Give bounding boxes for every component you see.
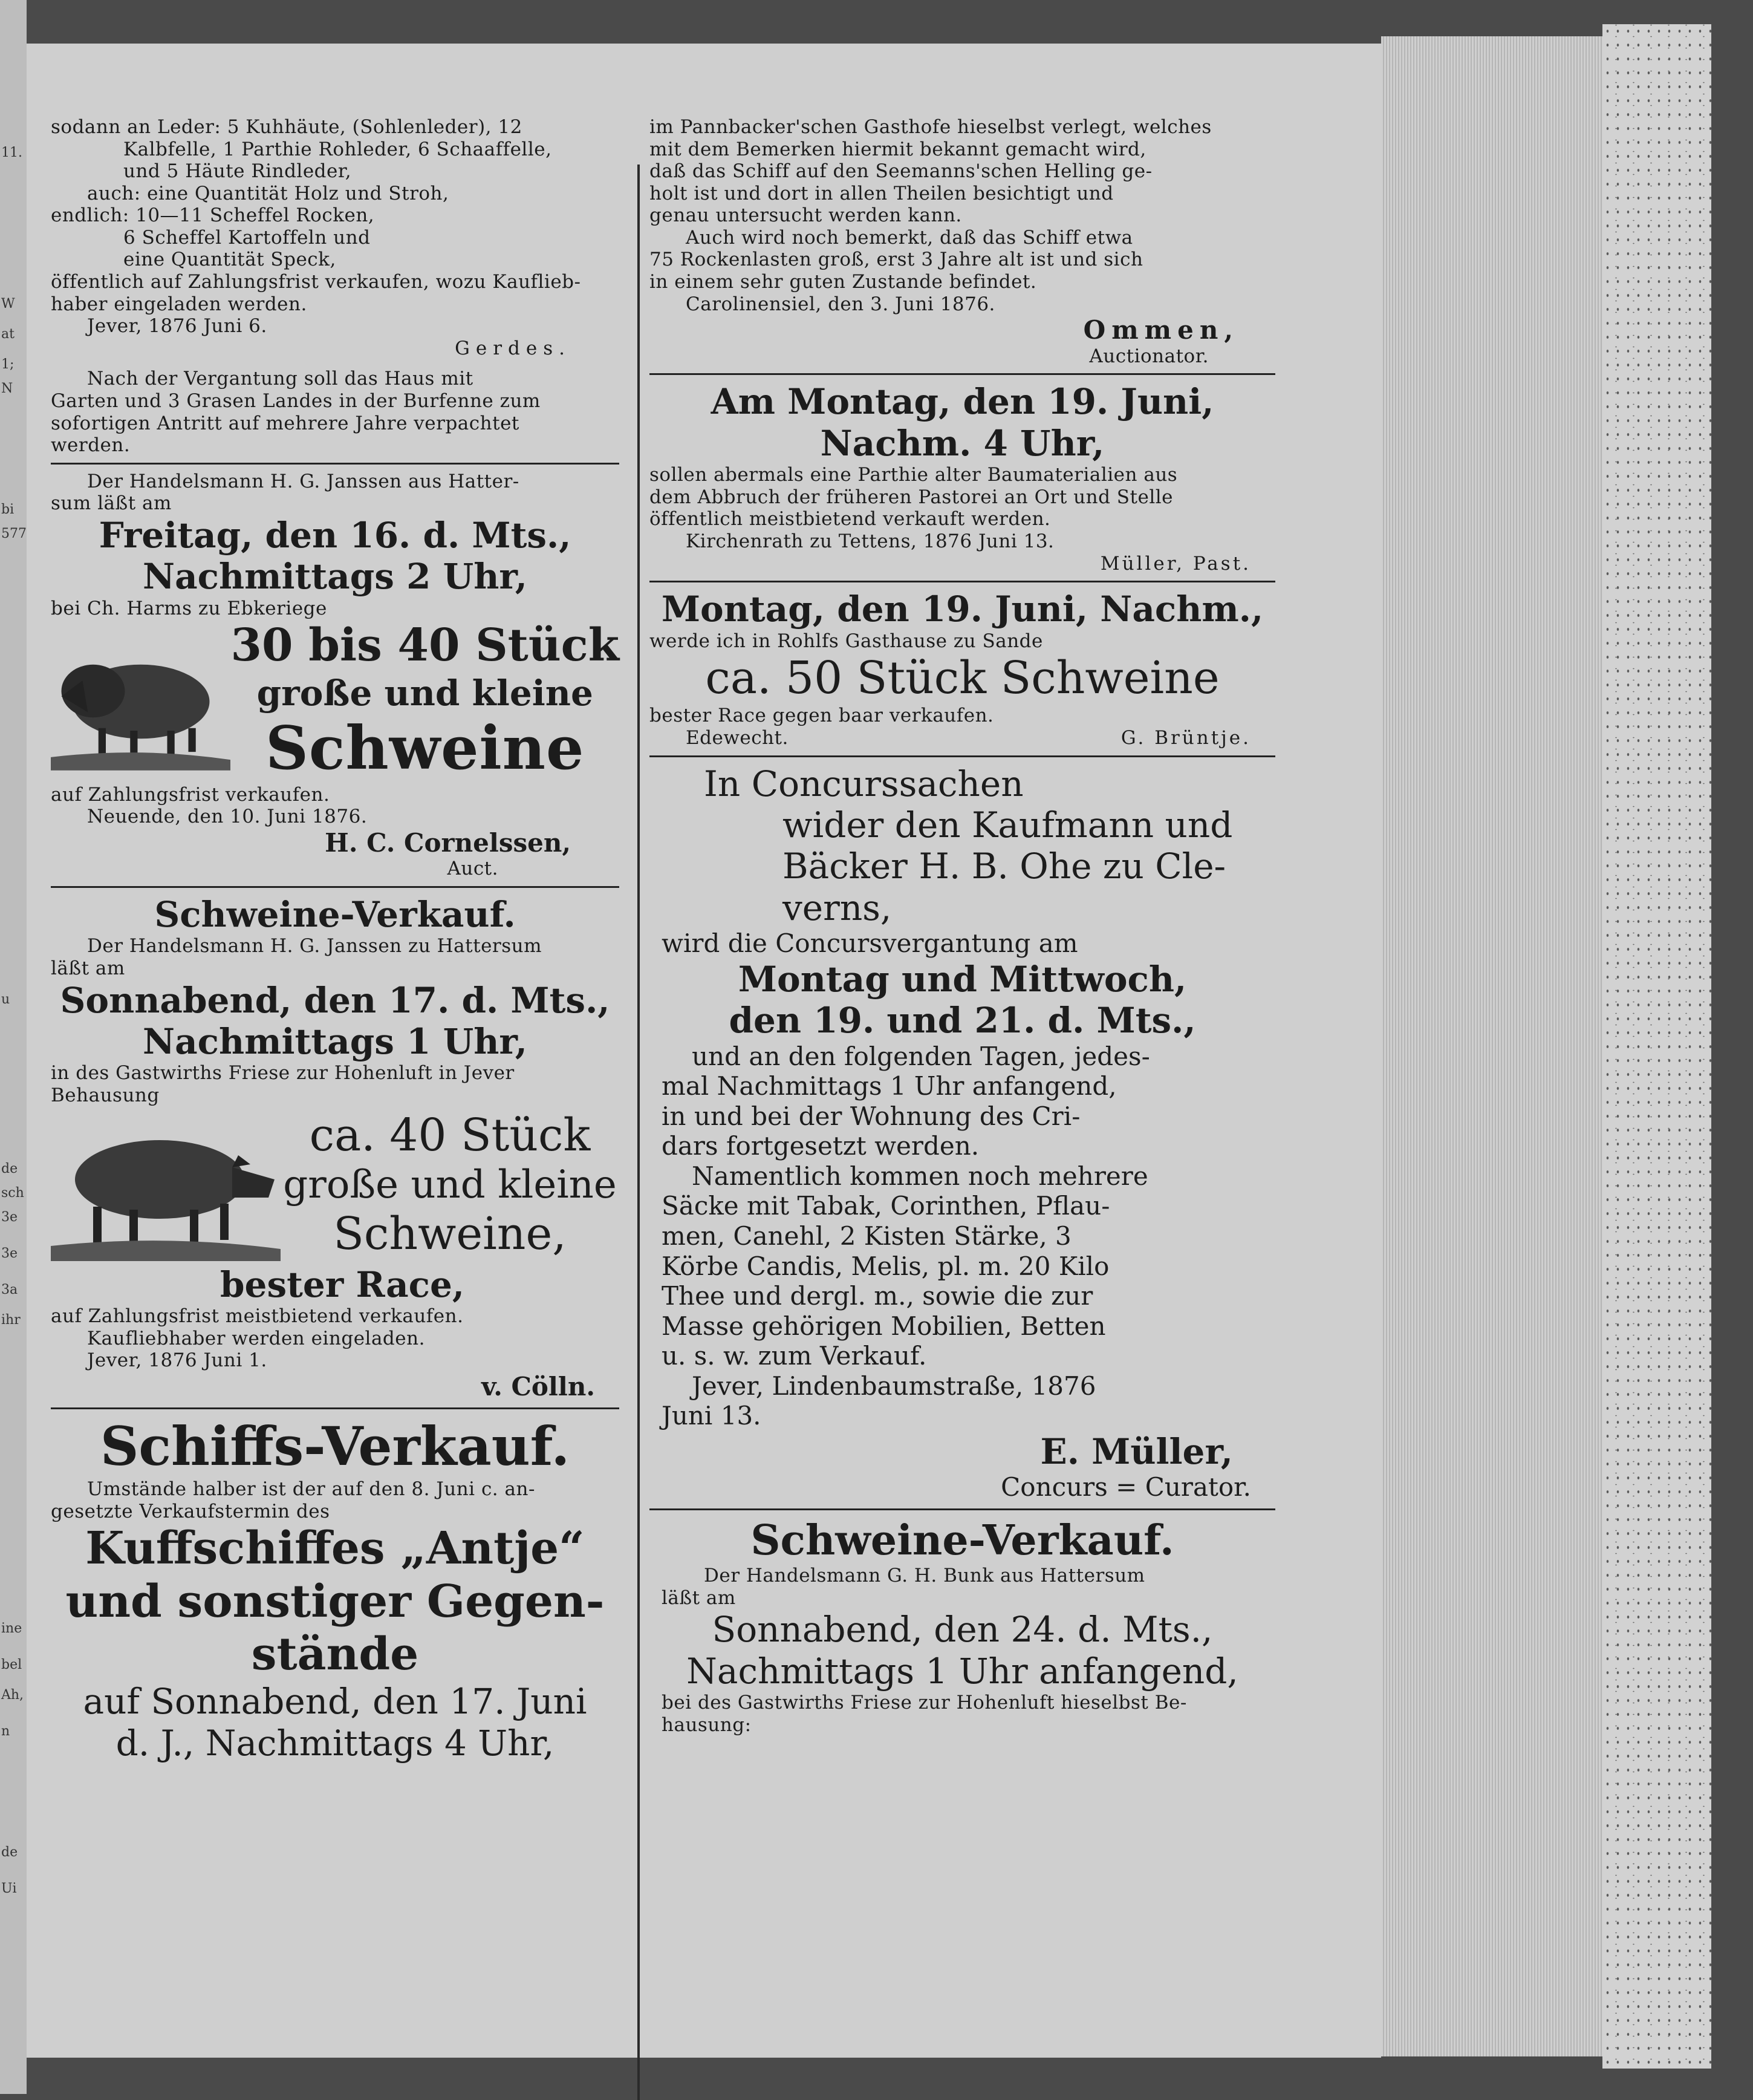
text-line: 6 Scheffel Kartoffeln und (123, 226, 371, 249)
margin-label: sch (1, 1185, 24, 1201)
headline: ca. 40 Stück (309, 1109, 591, 1162)
text-line: sofortigen Antritt auf mehrere Jahre verpachtet (51, 412, 519, 434)
divider (649, 1508, 1275, 1510)
place-line: bei des Gastwirths Friese zur Hohenluft hieselbst Be- (662, 1692, 1187, 1714)
text-line: öffentlich auf Zahlungsfrist verkaufen, wozu Kauflieb- (51, 271, 581, 293)
text-line: daß das Schiff auf den Seemanns'schen Helling ge- (649, 160, 1153, 183)
text-line: Auch wird noch bemerkt, daß das Schiff etwa (686, 226, 1133, 249)
text-line: Der Handelsmann H. G. Janssen zu Hattersum (87, 935, 542, 957)
pig-ad-text (230, 619, 619, 783)
auction-time: Nachmittags 2 Uhr, (143, 556, 527, 598)
pig-illustration-icon (51, 623, 230, 780)
margin-label: 3e (1, 1246, 18, 1261)
text-line: haber eingeladen werden. (51, 293, 307, 315)
text-line: genau untersucht werden kann. (649, 204, 962, 227)
text-line: und 5 Häute Rindleder, (123, 160, 352, 183)
text-line: men, Canehl, 2 Kisten Stärke, 3 (662, 1221, 1072, 1251)
headline: Schweine (265, 714, 585, 784)
signature: Müller, Past. (1100, 552, 1251, 575)
text-line: auf Zahlungsfrist meistbietend verkaufen. (51, 1305, 464, 1327)
headline: stände (251, 1628, 419, 1680)
ad-pig-sale-3 (649, 589, 1275, 749)
text-line: Der Handelsmann H. G. Janssen aus Hatter- (87, 470, 519, 492)
text-line: im Pannbacker'schen Gasthofe hieselbst verlegt, welches (649, 116, 1212, 138)
headline: wider den Kaufmann und (782, 804, 1233, 846)
signature-title: Auct. (447, 858, 498, 880)
column-separator (637, 165, 640, 2100)
dateline: Carolinensiel, den 3. Juni 1876. (686, 293, 995, 315)
pig-ad-text (281, 1109, 619, 1260)
ad-heading: Schweine-Verkauf. (154, 893, 516, 935)
pig-ad-block (51, 619, 619, 783)
text-line: in einem sehr guten Zustande befindet. (649, 271, 1037, 293)
headline: Schweine, (333, 1208, 567, 1260)
dateline: Juni 13. (662, 1401, 761, 1431)
pig-ad-block (51, 1107, 619, 1264)
text-line: auch: eine Quantität Holz und Stroh, (87, 182, 449, 204)
text-line: sollen abermals eine Parthie alter Baumaterialien aus (649, 464, 1178, 486)
text-line: 75 Rockenlasten groß, erst 3 Jahre alt ist und sich (649, 249, 1143, 271)
ad-building-materials (649, 381, 1275, 575)
auction-time: d. J., Nachmittags 4 Uhr, (115, 1722, 555, 1764)
headline: bester Race, (220, 1264, 465, 1305)
text-line: wird die Concursvergantung am (662, 928, 1078, 959)
signature: Ommen, (1083, 315, 1239, 345)
margin-label: de (1, 1161, 18, 1176)
margin-label: bel (1, 1657, 22, 1672)
dateline: Neuende, den 10. Juni 1876. (87, 806, 368, 828)
margin-label: 3a (1, 1282, 18, 1297)
margin-label: Ah, (1, 1688, 24, 1703)
auction-date: Sonnabend, den 17. d. Mts., (60, 979, 610, 1021)
headline: Bäcker H. B. Ohe zu Cle- (782, 846, 1226, 887)
ad-bankruptcy (649, 763, 1275, 1502)
text-line: Masse gehörigen Mobilien, Betten (662, 1311, 1106, 1341)
signature-title: Concurs = Curator. (1001, 1472, 1251, 1502)
dateline: Kirchenrath zu Tettens, 1876 Juni 13. (686, 530, 1055, 552)
book-cover-edge (1602, 24, 1711, 2069)
text-line: läßt am (662, 1586, 736, 1609)
margin-label: bi (1, 502, 15, 517)
margin-label: ihr (1, 1312, 21, 1328)
headline: große und kleine (256, 672, 593, 714)
right-column (649, 116, 1275, 1736)
divider (649, 373, 1275, 375)
headline: verns, (782, 887, 892, 928)
place-line: in des Gastwirths Friese zur Hohenluft in Jever (51, 1062, 515, 1084)
margin-label: 1; (1, 357, 15, 372)
text-line: dars fortgesetzt werden. (662, 1131, 980, 1161)
text-line: Garten und 3 Grasen Landes in der Burfenne zum (51, 390, 541, 412)
dateline: Jever, Lindenbaumstraße, 1876 (692, 1371, 1096, 1401)
dateline: Jever, 1876 Juni 6. (87, 315, 267, 338)
ad-ship-sale (51, 1415, 619, 1764)
divider (51, 1407, 619, 1409)
margin-label: N (1, 381, 13, 396)
ad-pig-sale-2 (51, 894, 619, 1401)
margin-label: n (1, 1724, 10, 1739)
place-line: Behausung (51, 1084, 160, 1106)
divider (649, 581, 1275, 582)
text-line: mit dem Bemerken hiermit bekannt gemacht wird, (649, 138, 1146, 160)
auction-time: Nachm. 4 Uhr, (820, 422, 1105, 464)
ad-heading: Schiffs-Verkauf. (100, 1415, 570, 1478)
signature-title: Auctionator. (1089, 345, 1209, 367)
margin-label: W (1, 296, 15, 311)
auction-date: Montag, den 19. Juni, Nachm., (661, 589, 1264, 630)
text-line: läßt am (51, 957, 125, 979)
margin-label: ine (1, 1621, 22, 1636)
text-line: dem Abbruch der früheren Pastorei an Ort und Stelle (649, 486, 1173, 508)
newspaper-page (27, 44, 1381, 2058)
text-line: und an den folgenden Tagen, jedes- (692, 1041, 1150, 1071)
text-line: bester Race gegen baar verkaufen. (649, 705, 994, 727)
text-line: eine Quantität Speck, (123, 249, 336, 271)
text-line: werde ich in Rohlfs Gasthause zu Sande (649, 630, 1043, 652)
margin-label: Ui (1, 1881, 17, 1896)
text-line: gesetzte Verkaufstermin des (51, 1500, 330, 1522)
divider (51, 463, 619, 465)
place-line: hausung: (662, 1714, 752, 1736)
text-line: Säcke mit Tabak, Corinthen, Pflau- (662, 1191, 1110, 1221)
text-line: u. s. w. zum Verkauf. (662, 1341, 927, 1371)
auction-date: den 19. und 21. d. Mts., (729, 1000, 1196, 1042)
auction-date: Freitag, den 16. d. Mts., (99, 514, 571, 556)
margin-label: u (1, 992, 10, 1007)
text-line: Kaufliebhaber werden eingeladen. (87, 1327, 425, 1349)
ad-pig-sale-4 (649, 1516, 1275, 1736)
text-line: Nach der Vergantung soll das Haus mit (87, 368, 473, 390)
auction-date: Am Montag, den 19. Juni, (711, 381, 1214, 423)
text-line: öffentlich meistbietend verkauft werden. (649, 508, 1051, 530)
auction-date: Montag und Mittwoch, (738, 958, 1187, 1000)
headline: Kuffschiffes „Antje“ (85, 1522, 585, 1575)
signature: H. C. Cornelssen, (325, 827, 571, 858)
auction-time: Nachmittags 1 Uhr, (143, 1020, 527, 1062)
text-line: auf Zahlungsfrist verkaufen. (51, 783, 330, 806)
text-line: Thee und dergl. m., sowie die zur (662, 1281, 1093, 1311)
text-line: holt ist und dort in allen Theilen besichtigt und (649, 182, 1114, 204)
margin-label: 11. (1, 145, 22, 160)
headline: ca. 50 Stück Schweine (705, 652, 1220, 705)
dateline: Jever, 1876 Juni 1. (87, 1349, 267, 1372)
headline: In Concurssachen (704, 763, 1024, 804)
margin-label: at (1, 327, 15, 342)
signature: Gerdes. (455, 337, 571, 359)
text-line: mal Nachmittags 1 Uhr anfangend, (662, 1071, 1117, 1101)
margin-label: de (1, 1845, 18, 1860)
text-line: in und bei der Wohnung des Cri- (662, 1101, 1081, 1131)
margin-label: 3e (1, 1210, 18, 1225)
pig-illustration-icon (51, 1107, 281, 1264)
divider (649, 755, 1275, 757)
ad-ship-continuation (649, 116, 1275, 367)
auction-date: auf Sonnabend, den 17. Juni (83, 1681, 587, 1723)
text-line: Körbe Candis, Melis, pl. m. 20 Kilo (662, 1251, 1110, 1281)
margin-label: 577 (1, 526, 27, 541)
text-line: Namentlich kommen noch mehrere (692, 1161, 1148, 1191)
place-line: bei Ch. Harms zu Ebkeriege (51, 597, 327, 619)
headline: und sonstiger Gegen- (65, 1575, 605, 1628)
divider (51, 886, 619, 888)
text-line: Der Handelsmann G. H. Bunk aus Hattersum (704, 1565, 1145, 1587)
ad-lease (51, 368, 619, 456)
text-line: Umstände halber ist der auf den 8. Juni c. an- (87, 1478, 535, 1501)
ad-heading: Schweine-Verkauf. (750, 1516, 1174, 1565)
signature: v. Cölln. (481, 1371, 595, 1401)
headline: 30 bis 40 Stück (230, 619, 619, 672)
text-line: werden. (51, 434, 131, 457)
text-line: Kalbfelle, 1 Parthie Rohleder, 6 Schaaffelle, (123, 138, 552, 160)
signature: G. Brüntje. (1120, 727, 1251, 749)
text-line: sodann an Leder: 5 Kuhhäute, (Sohlenleder), 12 (51, 116, 522, 138)
text-line: endlich: 10—11 Scheffel Rocken, (51, 204, 375, 227)
signature: E. Müller, (1040, 1430, 1233, 1472)
headline: große und kleine (283, 1162, 617, 1207)
ad-pig-sale-1 (51, 471, 619, 880)
text-line: sum läßt am (51, 492, 172, 515)
place-line: Edewecht. (686, 727, 789, 749)
left-column (51, 116, 619, 1764)
auction-time: Nachmittags 1 Uhr anfangend, (686, 1650, 1238, 1692)
ad-leather-sale (51, 116, 619, 359)
auction-date: Sonnabend, den 24. d. Mts., (712, 1609, 1213, 1651)
ad-footer (649, 727, 1275, 749)
facing-page-margin (0, 0, 27, 2094)
